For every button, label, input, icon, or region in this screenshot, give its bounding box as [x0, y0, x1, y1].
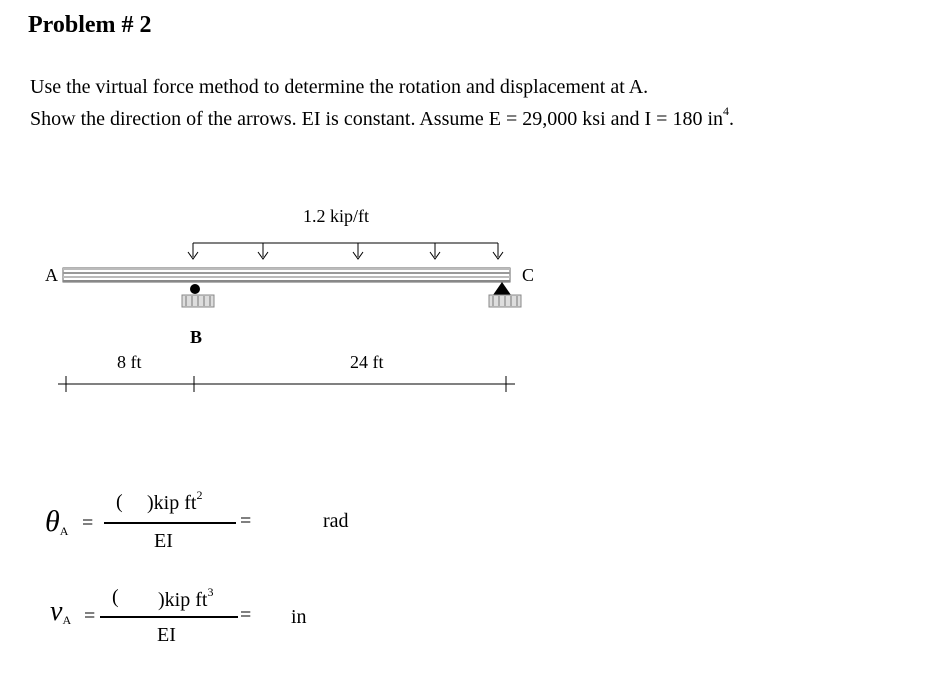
beam	[63, 268, 510, 282]
dimension-line	[58, 376, 515, 392]
distributed-load	[188, 243, 503, 259]
v-fraction-bar	[100, 616, 238, 618]
v-equals: =	[84, 605, 96, 627]
instruction-line-2-text: Show the direction of the arrows. EI is constant. Assume E = 29,000 ksi and I = 180 in	[30, 108, 724, 130]
support-c	[489, 282, 521, 307]
point-c-label: C	[522, 265, 535, 285]
v-equals-2: =	[240, 604, 252, 626]
point-a-label: A	[45, 265, 58, 285]
theta-equals: =	[82, 512, 94, 534]
instruction-line-1: Use the virtual force method to determine the rotation and displacement at A.	[30, 76, 649, 98]
problem-title: Problem # 2	[28, 12, 152, 38]
v-numerator: )kip $ft^3$	[158, 585, 214, 611]
theta-symbol: $\theta_A$	[45, 505, 69, 538]
theta-denominator: EI	[154, 530, 173, 552]
v-open-paren: (	[112, 586, 119, 608]
inertia-exponent: 4	[723, 104, 730, 118]
v-unit: in	[291, 606, 307, 628]
dim-right-label: 24 ft	[350, 352, 384, 372]
theta-numerator: )kip $ft^2$	[147, 488, 203, 514]
support-b	[182, 284, 214, 307]
point-b-label: B	[190, 327, 203, 347]
load-label: 1.2 kip/ft	[303, 206, 369, 226]
theta-equals-2: =	[240, 510, 252, 532]
v-denominator: EI	[157, 624, 176, 646]
dim-left-label: 8 ft	[117, 352, 142, 372]
theta-unit: rad	[323, 510, 349, 532]
v-symbol: $v_A$	[50, 596, 72, 627]
instruction-line-2-end: .	[729, 108, 735, 130]
theta-open-paren: (	[116, 491, 123, 513]
theta-fraction-bar	[104, 522, 236, 524]
